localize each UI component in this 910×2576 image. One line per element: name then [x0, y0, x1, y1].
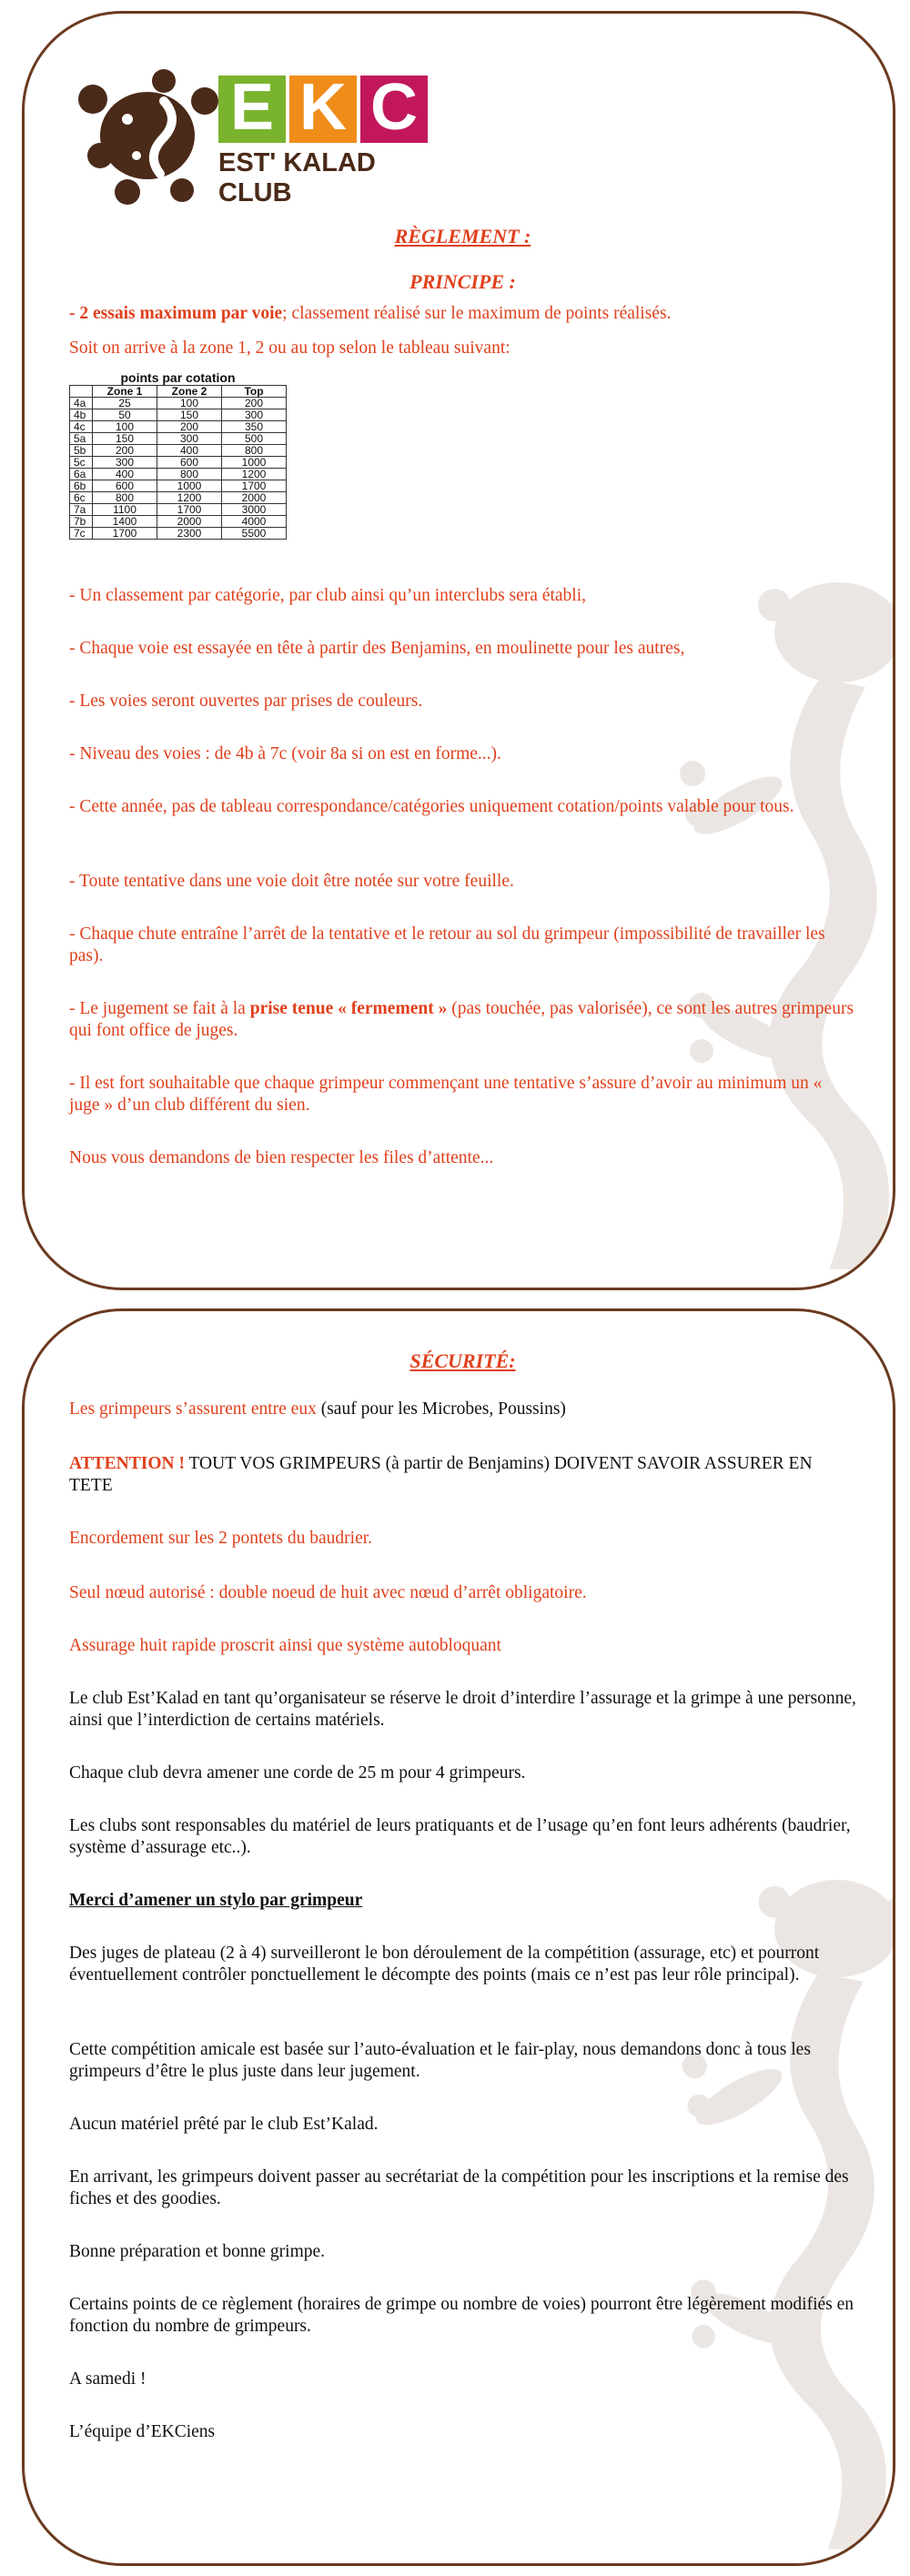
rule-item: - Niveau des voies : de 4b à 7c (voir 8a si on est en forme...). — [69, 744, 501, 763]
sec-assurent-red: Les grimpeurs s’assurent entre eux — [69, 1399, 317, 1419]
points-cell: 3000 — [222, 504, 287, 516]
points-cell: 1700 — [93, 528, 157, 540]
rule-item: - Les voies seront ouvertes par prises de couleurs. — [69, 692, 423, 711]
table-row — [70, 457, 287, 469]
rule-item: - Cette année, pas de tableau correspondance/catégories uniquement cotation/points valable pour tous. — [69, 797, 794, 816]
points-cell: 500 — [222, 433, 287, 445]
table-header: Top — [222, 386, 287, 398]
table-row — [70, 492, 287, 504]
grade-cell: 5c — [70, 457, 93, 469]
sec-attention — [69, 1453, 856, 1497]
reglement-card — [22, 11, 895, 1290]
points-cell: 5500 — [222, 528, 287, 540]
points-cell: 1000 — [222, 457, 287, 469]
rule-item: - Un classement par catégorie, par club ainsi qu’un interclubs sera établi, — [69, 586, 586, 605]
table-header-row — [70, 386, 287, 398]
rule-zones: Soit on arrive à la zone 1, 2 ou au top selon le tableau suivant: — [69, 338, 511, 358]
rule-judging-post: (pas touchée, pas valorisée), ce sont les autres grimpeurs qui font office de juges. — [69, 999, 854, 1040]
points-cell: 1700 — [157, 504, 222, 516]
sec-paragraph: Les clubs sont responsables du matériel de leurs pratiquants et de l’usage qu’en font leurs adhérents (baudrier, système d’assurage etc..). — [69, 1816, 851, 1857]
points-cell: 600 — [93, 480, 157, 492]
points-cell: 1200 — [222, 469, 287, 480]
sec-stylo: Merci d’amener un stylo par grimpeur — [69, 1891, 363, 1910]
reglement-title: RÈGLEMENT : — [394, 225, 531, 247]
table-row — [70, 433, 287, 445]
cotation-table-caption: points par cotation — [120, 370, 236, 385]
table-row — [70, 445, 287, 457]
logo-subtitle: EST' KALAD CLUB — [218, 148, 376, 207]
table-row — [70, 504, 287, 516]
rule-judge-club: - Il est fort souhaitable que chaque grimpeur commençant une tentative s’assure d’avoir au minimum un « juge » d’un club différent du sien. — [69, 1074, 823, 1115]
points-cell: 800 — [222, 445, 287, 457]
sec-attention-rest: TOUT VOS GRIMPEURS (à partir de Benjamins) DOIVENT SAVOIR ASSURER EN TETE — [69, 1454, 813, 1495]
sec-paragraph: En arrivant, les grimpeurs doivent passer au secrétariat de la compétition pour les inscriptions et la remise des fiches et des goodies. — [69, 2167, 849, 2208]
table-row — [70, 409, 287, 421]
principe-title: PRINCIPE : — [410, 270, 516, 293]
points-cell: 800 — [93, 492, 157, 504]
points-cell: 400 — [93, 469, 157, 480]
points-cell: 100 — [157, 398, 222, 409]
rule-item: - Chaque chute entraîne l’arrêt de la tentative et le retour au sol du grimpeur (impossibilité de travailler les pas). — [69, 924, 825, 965]
rule-judging — [69, 998, 856, 1042]
rule-essais-bold: - 2 essais maximum par voie — [69, 304, 283, 323]
table-header: Zone 2 — [157, 386, 222, 398]
logo-letter-e: E — [229, 71, 275, 144]
points-cell: 300 — [93, 457, 157, 469]
sec-paragraph: Bonne préparation et bonne grimpe. — [69, 2242, 326, 2261]
points-cell: 2000 — [222, 492, 287, 504]
table-header: Zone 1 — [93, 386, 157, 398]
points-cell: 400 — [157, 445, 222, 457]
rule-item: - Toute tentative dans une voie doit être notée sur votre feuille. — [69, 872, 514, 891]
rule-essais-rest: ; classement réalisé sur le maximum de points réalisés. — [282, 304, 672, 323]
sec-signature: L’équipe d’EKCiens — [69, 2422, 216, 2441]
grade-cell: 6a — [70, 469, 93, 480]
points-cell: 4000 — [222, 516, 287, 528]
sec-paragraph: Aucun matériel prêté par le club Est’Kalad. — [69, 2115, 379, 2134]
grade-cell: 6c — [70, 492, 93, 504]
sec-paragraph: Cette compétition amicale est basée sur l’auto-évaluation et le fair-play, nous demandons donc à tous les grimpeurs d’être le plus juste dans leur jugement. — [69, 2040, 811, 2081]
grade-cell: 4c — [70, 421, 93, 433]
points-cell: 200 — [222, 398, 287, 409]
points-cell: 600 — [157, 457, 222, 469]
sec-attention-bold: ATTENTION ! — [69, 1454, 185, 1473]
sec-item: Seul nœud autorisé : double noeud de huit avec nœud d’arrêt obligatoire. — [69, 1583, 587, 1602]
points-cell: 1200 — [157, 492, 222, 504]
sec-paragraph: Des juges de plateau (2 à 4) surveilleront le bon déroulement de la compétition (assurage, etc) et pourront éventuellement contrôler ponctuellement le décompte des points (mais ce n’est pas leur rôle principal). — [69, 1944, 820, 1985]
logo-letter-k: K — [299, 71, 347, 144]
gecko-logo-icon — [73, 65, 218, 210]
grade-cell: 7c — [70, 528, 93, 540]
table-row — [70, 480, 287, 492]
sec-assurent — [69, 1399, 856, 1420]
table-row — [70, 398, 287, 409]
securite-card — [22, 1308, 895, 2566]
sec-paragraph: Certains points de ce règlement (horaires de grimpe ou nombre de voies) pourront être légèrement modifiés en fonction du nombre de grimpeurs. — [69, 2295, 854, 2336]
points-cell: 300 — [222, 409, 287, 421]
points-cell: 1000 — [157, 480, 222, 492]
grade-cell: 7a — [70, 504, 93, 516]
points-cell: 100 — [93, 421, 157, 433]
rule-queue: Nous vous demandons de bien respecter les files d’attente... — [69, 1148, 494, 1167]
cotation-table — [69, 370, 287, 540]
points-cell: 1100 — [93, 504, 157, 516]
points-cell: 200 — [93, 445, 157, 457]
grade-cell: 4b — [70, 409, 93, 421]
table-row — [70, 528, 287, 540]
points-cell: 2300 — [157, 528, 222, 540]
grade-cell: 7b — [70, 516, 93, 528]
table-row — [70, 516, 287, 528]
rule-judging-bold: prise tenue « fermement » — [249, 999, 448, 1018]
securite-title: SÉCURITÉ: — [410, 1349, 516, 1372]
rule-judging-pre: - Le jugement se fait à la — [69, 999, 250, 1018]
sec-paragraph: A samedi ! — [69, 2369, 147, 2389]
sec-assurent-black: (sauf pour les Microbes, Poussins) — [316, 1399, 566, 1419]
grade-cell: 6b — [70, 480, 93, 492]
rule-item: - Chaque voie est essayée en tête à partir des Benjamins, en moulinette pour les autres, — [69, 639, 685, 658]
sec-paragraph: Le club Est’Kalad en tant qu’organisateur se réserve le droit d’interdire l’assurage et la grimpe à une personne, ainsi que l’interdiction de certains matériels. — [69, 1689, 856, 1730]
logo-letter-c: C — [370, 71, 418, 144]
points-cell: 1400 — [93, 516, 157, 528]
table-header — [70, 386, 93, 398]
grade-cell: 5b — [70, 445, 93, 457]
points-cell: 150 — [157, 409, 222, 421]
sec-paragraph: Chaque club devra amener une corde de 25 m pour 4 grimpeurs. — [69, 1763, 526, 1783]
points-cell: 350 — [222, 421, 287, 433]
table-row — [70, 469, 287, 480]
sec-item: Assurage huit rapide proscrit ainsi que système autobloquant — [69, 1636, 501, 1655]
grade-cell: 5a — [70, 433, 93, 445]
points-cell: 150 — [93, 433, 157, 445]
points-cell: 25 — [93, 398, 157, 409]
club-logo — [73, 65, 455, 210]
sec-item: Encordement sur les 2 pontets du baudrier. — [69, 1529, 373, 1548]
points-cell: 1700 — [222, 480, 287, 492]
points-cell: 50 — [93, 409, 157, 421]
grade-cell: 4a — [70, 398, 93, 409]
points-cell: 200 — [157, 421, 222, 433]
table-row — [70, 421, 287, 433]
points-cell: 800 — [157, 469, 222, 480]
rule-essais — [69, 303, 856, 325]
points-cell: 300 — [157, 433, 222, 445]
points-cell: 2000 — [157, 516, 222, 528]
